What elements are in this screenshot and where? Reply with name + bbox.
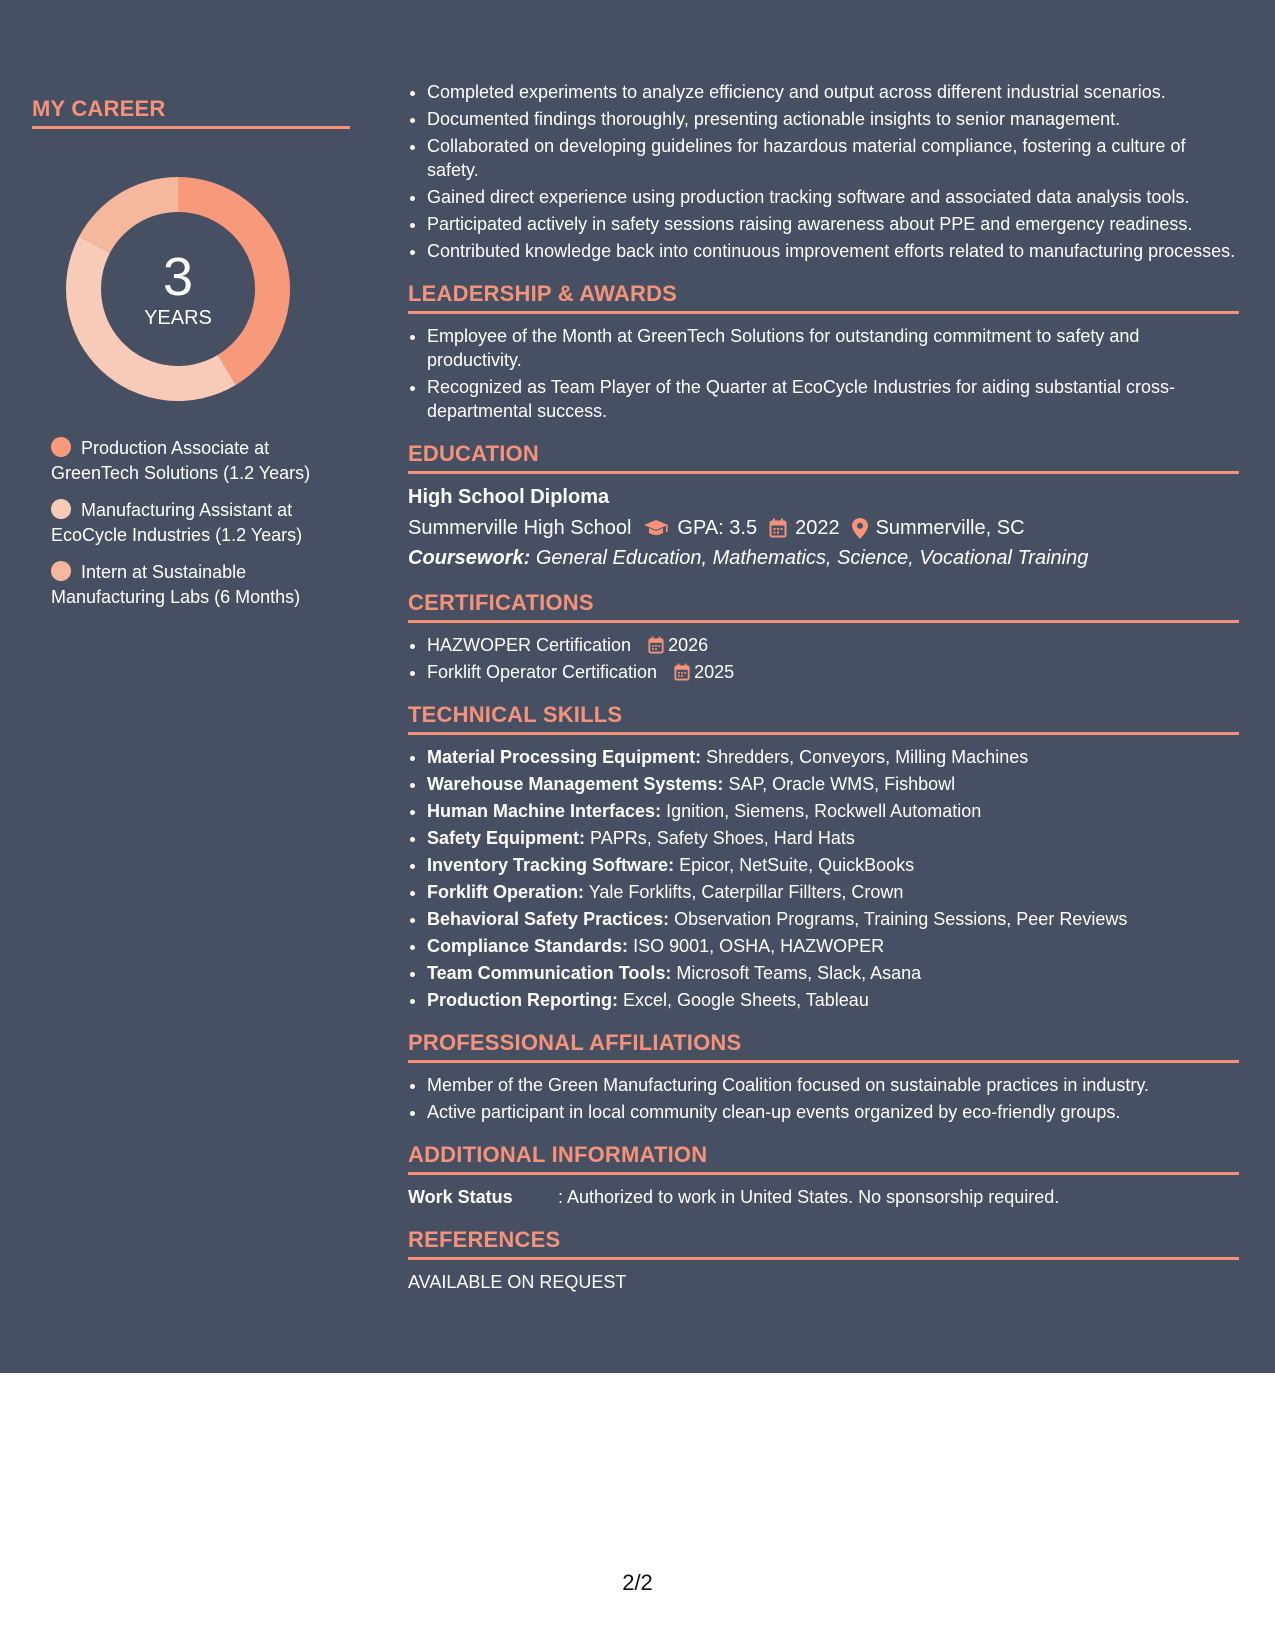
- certification-year: 2026: [668, 635, 709, 655]
- education-year: 2022: [795, 517, 840, 539]
- work-status-label: Work Status: [408, 1187, 513, 1207]
- legend-dot-icon: [51, 561, 71, 581]
- certification-name: Forklift Operator Certification: [427, 662, 658, 682]
- affiliations-list: [408, 1073, 1239, 1124]
- calendar-icon: [674, 663, 690, 681]
- list-item: • Contributed knowledge back into continuous improvement efforts related to manufacturing processes.: [427, 239, 1239, 263]
- affiliations-title: PROFESSIONAL AFFILIATIONS: [408, 1030, 1239, 1063]
- skill-value: ISO 9001, OSHA, HAZWOPER: [633, 936, 885, 956]
- skill-value: Ignition, Siemens, Rockwell Automation: [666, 801, 982, 821]
- list-item: [427, 961, 1239, 985]
- affiliations-section: [408, 1030, 1239, 1124]
- additional-title: ADDITIONAL INFORMATION: [408, 1142, 1239, 1175]
- education-coursework: [408, 544, 1239, 572]
- list-item: [427, 745, 1239, 769]
- legend-item: [51, 436, 351, 486]
- legend-item: [51, 560, 351, 610]
- legend-dot-icon: [51, 437, 71, 457]
- list-item: • Gained direct experience using production tracking software and associated data analysis tools.: [427, 185, 1239, 209]
- career-total-number: 3: [162, 246, 194, 307]
- skill-value: Observation Programs, Training Sessions, Peer Reviews: [674, 909, 1128, 929]
- work-status-row: [408, 1185, 1239, 1209]
- education-section: [408, 441, 1239, 572]
- list-item: • Member of the Green Manufacturing Coalition focused on sustainable practices in industry.: [427, 1073, 1239, 1097]
- education-title: EDUCATION: [408, 441, 1239, 474]
- skills-title: TECHNICAL SKILLS: [408, 702, 1239, 735]
- list-item: [427, 880, 1239, 904]
- coursework-label: Coursework:: [408, 547, 531, 569]
- list-item: • Employee of the Month at GreenTech Solutions for outstanding commitment to safety and productivity.: [427, 324, 1239, 372]
- skill-value: Microsoft Teams, Slack, Asana: [676, 963, 922, 983]
- main-column: [408, 80, 1239, 1294]
- legend-label: Manufacturing Assistant at EcoCycle Industries (1.2 Years): [51, 500, 303, 545]
- skills-list: [408, 745, 1239, 1012]
- list-item: • Recognized as Team Player of the Quarter at EcoCycle Industries for aiding substantial cross-departmental success.: [427, 375, 1239, 423]
- coursework-value: General Education, Mathematics, Science, Vocational Training: [535, 547, 1089, 569]
- certification-name: HAZWOPER Certification: [427, 635, 632, 655]
- skills-section: [408, 702, 1239, 1012]
- references-title: REFERENCES: [408, 1227, 1239, 1260]
- list-item: • Documented findings thoroughly, presenting actionable insights to senior management.: [427, 107, 1239, 131]
- skill-value: Yale Forklifts, Caterpillar Fillters, Crown: [588, 882, 904, 902]
- donut-center: [65, 176, 291, 402]
- references-text: AVAILABLE ON REQUEST: [408, 1272, 627, 1292]
- calendar-icon: [648, 636, 664, 654]
- skill-label: Material Processing Equipment:: [427, 747, 702, 767]
- list-item: [427, 660, 1239, 684]
- career-column: [32, 96, 352, 607]
- list-item: [427, 799, 1239, 823]
- list-item: • Collaborated on developing guidelines for hazardous material compliance, fostering a culture of safety.: [427, 134, 1239, 182]
- career-legend: [51, 436, 351, 622]
- page-number: 2/2: [622, 1570, 653, 1595]
- education-degree: High School Diploma: [408, 486, 610, 508]
- leadership-title: LEADERSHIP & AWARDS: [408, 281, 1239, 314]
- skill-label: Human Machine Interfaces:: [427, 801, 662, 821]
- skill-value: PAPRs, Safety Shoes, Hard Hats: [590, 828, 855, 848]
- education-gpa: GPA: 3.5: [677, 517, 758, 539]
- list-item: [427, 633, 1239, 657]
- list-item: [427, 988, 1239, 1012]
- experience-bullets: [408, 80, 1239, 263]
- education-location: Summerville, SC: [875, 517, 1025, 539]
- additional-section: [408, 1142, 1239, 1209]
- education-details: [408, 514, 1239, 542]
- list-item: [427, 907, 1239, 931]
- certifications-list: [408, 633, 1239, 684]
- list-item: [427, 772, 1239, 796]
- education-school: Summerville High School: [408, 517, 632, 539]
- graduation-cap-icon: [643, 518, 669, 538]
- certifications-section: [408, 590, 1239, 684]
- skill-value: Excel, Google Sheets, Tableau: [623, 990, 869, 1010]
- list-item: • Completed experiments to analyze efficiency and output across different industrial scenarios.: [427, 80, 1239, 104]
- list-item: [427, 853, 1239, 877]
- skill-label: Forklift Operation:: [427, 882, 584, 902]
- skill-label: Safety Equipment:: [427, 828, 586, 848]
- skill-label: Compliance Standards:: [427, 936, 629, 956]
- skill-label: Warehouse Management Systems:: [427, 774, 724, 794]
- list-item: • Participated actively in safety sessions raising awareness about PPE and emergency readiness.: [427, 212, 1239, 236]
- legend-label: Intern at Sustainable Manufacturing Labs (6 Months): [51, 562, 301, 607]
- career-total-unit: YEARS: [144, 306, 212, 329]
- legend-label: Production Associate at GreenTech Solutions (1.2 Years): [51, 438, 311, 483]
- career-donut-chart: [65, 176, 291, 402]
- references-section: [408, 1227, 1239, 1294]
- legend-dot-icon: [51, 499, 71, 519]
- skill-value: SAP, Oracle WMS, Fishbowl: [728, 774, 956, 794]
- skill-value: Shredders, Conveyors, Milling Machines: [706, 747, 1029, 767]
- leadership-list: [408, 324, 1239, 423]
- skill-value: Epicor, NetSuite, QuickBooks: [679, 855, 915, 875]
- legend-item: [51, 498, 351, 548]
- career-title: MY CAREER: [32, 96, 350, 129]
- list-item: [427, 826, 1239, 850]
- work-status-value: : Authorized to work in United States. No sponsorship required.: [558, 1187, 1060, 1207]
- skill-label: Inventory Tracking Software:: [427, 855, 675, 875]
- calendar-icon: [769, 518, 787, 538]
- list-item: • Active participant in local community clean-up events organized by eco-friendly groups.: [427, 1100, 1239, 1124]
- skill-label: Production Reporting:: [427, 990, 618, 1010]
- skill-label: Behavioral Safety Practices:: [427, 909, 670, 929]
- certification-year: 2025: [694, 662, 735, 682]
- location-pin-icon: [852, 518, 868, 539]
- leadership-section: [408, 281, 1239, 423]
- list-item: [427, 934, 1239, 958]
- skill-label: Team Communication Tools:: [427, 963, 672, 983]
- certifications-title: CERTIFICATIONS: [408, 590, 1239, 623]
